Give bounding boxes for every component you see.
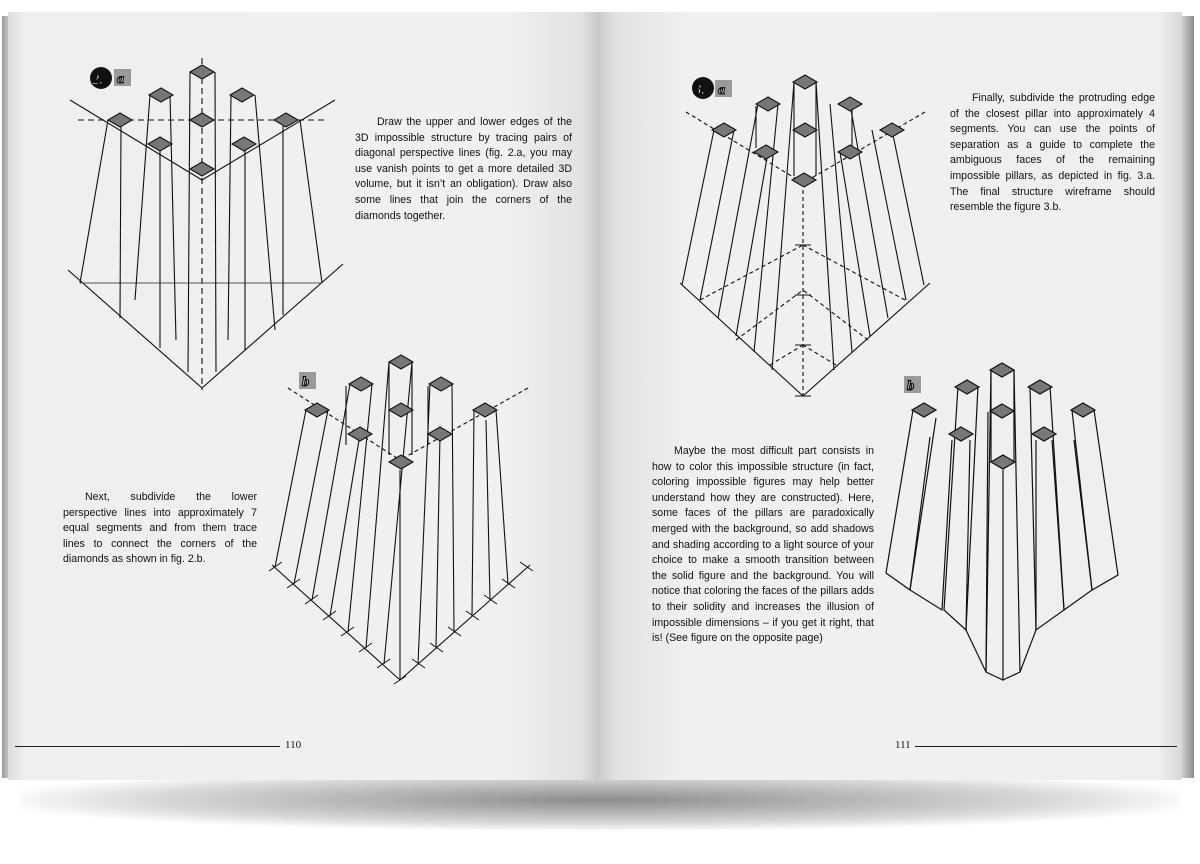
- figure-number-label: 2.: [92, 72, 104, 88]
- figure-2a: [68, 58, 343, 390]
- page-number-right: 111: [895, 739, 911, 751]
- figure-letter-label: b: [302, 375, 309, 390]
- figure-letter-label: b: [907, 379, 914, 394]
- figure-3b: [886, 363, 1118, 680]
- paragraph-coloring: Maybe the most difficult part consists in how to color this impossible structure (in fact, coloring impossible figures may help better understand how they are constructed). Here, some faces of the pillars are paradoxically merged with the background, so add shadows and shading according to a light source of your choice to make a smooth transition between the solid figure and the background. You will notice that coloring the faces of the pillars adds to their solidity and increases the illusion of impossible dimensions – if you get it right, that is! (See figure on the opposite page): [652, 445, 874, 645]
- paragraph-fig2b: Next, subdivide the lower perspective lines into approximately 7 equal segments and from them trace lines to connect the corners of the diamonds as shown in fig. 2.b.: [63, 491, 257, 566]
- paragraph-fig2a: Draw the upper and lower edges of the 3D impossible structure by tracing pairs of diagonal perspective lines (fig. 2.a, you may use vanish points to get a more detailed 3D volume, but it isn’t an obligation). Draw also some lines that join the corners of the diamonds together.: [355, 116, 572, 222]
- footer-rule-right: [915, 746, 1177, 747]
- figure-3a: [680, 75, 930, 396]
- footer-rule-left: [15, 746, 280, 747]
- figure-number-label: 3.: [694, 82, 706, 98]
- figure-letter-label: a: [117, 72, 124, 87]
- figure-2b: [269, 355, 533, 684]
- figure-letter-label: a: [718, 83, 725, 98]
- page-number-left: 110: [285, 739, 302, 751]
- paragraph-fig3a: Finally, subdivide the protruding edge of the closest pillar into approximately 4 segments. You can use the points of separation as a guide to complete the ambiguous faces of the remaining impossible pillars, as depicted in fig. 3.a. The final structure wireframe should resemble the figure 3.b.: [950, 92, 1155, 214]
